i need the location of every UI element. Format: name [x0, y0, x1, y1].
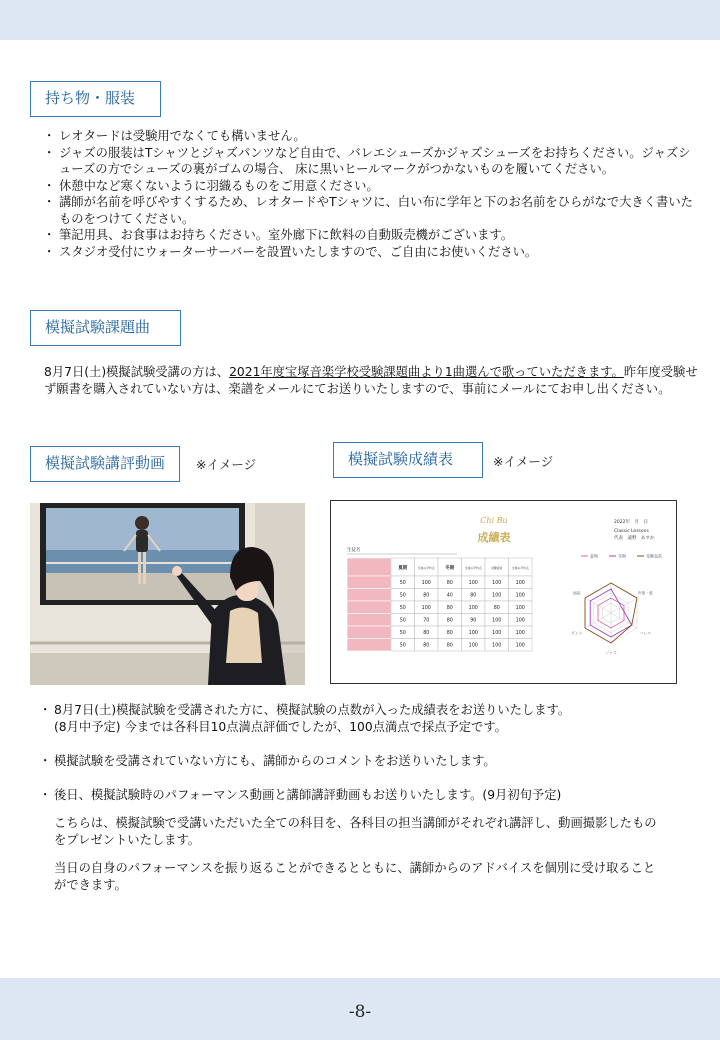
song-heading: 模擬試験課題曲 — [30, 310, 181, 346]
song-text-lead: 8月7日(土)模擬試験受講の方は、 — [44, 365, 230, 379]
report-logo: Chi Bu — [480, 516, 508, 525]
radar-axis-label: ジャズ — [605, 650, 617, 656]
radar-axis-label: ダンス — [571, 630, 583, 636]
table-cell-value: 80 — [423, 593, 430, 599]
list-item: ・ ジャズの服装はTシャツとジャズパンツなど自由で、バレエシューズかジャズシューズをお持ちください。ジャズシューズの方でシューズの裏がゴムの場合、 床に黒いヒールマークがつかないものを履いてください。 — [46, 145, 696, 178]
report-legend — [581, 553, 662, 559]
table-cell-value: 80 — [493, 606, 500, 612]
table-cell-value: 100 — [492, 593, 502, 599]
table-cell-value: 100 — [515, 643, 525, 649]
table-cell-value: 90 — [470, 618, 477, 624]
belongings-heading: 持ち物・服装 — [30, 81, 161, 117]
song-text — [44, 364, 704, 398]
table-cell-value: 50 — [399, 618, 406, 624]
table-row-label-cell — [347, 601, 391, 614]
lecture-photo-illustration — [30, 503, 305, 685]
table-column-header: 夏期 — [398, 566, 408, 571]
table-cell-value: 80 — [423, 631, 430, 637]
video-heading: 模擬試験講評動画 — [30, 446, 180, 482]
score-info-paragraph-1: こちらは、模擬試験で受講いただいた全ての科目を、各科目の担当講師がそれぞれ講評し、動画撮影したものをプレゼントいたします。 — [54, 816, 657, 847]
table-cell-value: 50 — [399, 643, 406, 649]
lecture-video-image — [30, 503, 305, 685]
report-director: 代表 遠野 あすか — [614, 536, 655, 541]
report-school: Classic Lessons — [614, 529, 649, 534]
video-image-note: ※イメージ — [196, 457, 257, 472]
table-row-label-cell — [347, 589, 391, 602]
table-cell-value: 100 — [492, 581, 502, 587]
table-cell-value: 100 — [492, 618, 502, 624]
list-item: ・ スタジオ受付にウォーターサーバーを設置いたしますので、ご自由にお使いください。 — [46, 244, 696, 261]
report-table — [347, 558, 532, 651]
table-cell-value: 80 — [446, 581, 453, 587]
legend-label: 受験直前 — [646, 553, 662, 559]
song-text-underlined: 2021年度宝塚音楽学校受験課題曲より1曲選んで歌っていただきます。 — [229, 365, 624, 379]
table-header-cell — [347, 558, 391, 576]
table-column-header: 全体の平均点 — [511, 566, 529, 570]
table-row-label-cell — [347, 614, 391, 627]
table-cell-value: 100 — [421, 606, 431, 612]
top-band — [0, 0, 720, 40]
table-cell-value: 100 — [492, 643, 502, 649]
report-radar-chart — [571, 583, 653, 655]
report-date: 2022年 月 日 — [614, 520, 648, 525]
table-cell-value: 70 — [423, 618, 430, 624]
score-info-text — [44, 702, 704, 894]
score-info-bullet-1-cont: (8月中予定) 今までは各科目10点満点評価でしたが、100点満点で採点予定です。 — [54, 720, 507, 734]
table-column-header: 冬期 — [445, 566, 455, 571]
table-row-label-cell — [347, 576, 391, 589]
table-cell-value: 50 — [399, 581, 406, 587]
radar-axis-label: 声楽・歌 — [637, 590, 653, 596]
legend-label: 冬期 — [618, 553, 626, 559]
score-report-illustration — [331, 501, 677, 684]
belongings-list — [46, 128, 696, 260]
report-student-label: 生徒名 — [347, 548, 361, 553]
table-cell-value: 50 — [399, 593, 406, 599]
list-item: ・ 休憩中など寒くないように羽織るものをご用意ください。 — [46, 178, 696, 195]
score-info-bullet-3: ・ 後日、模擬試験時のパフォーマンス動画と講師講評動画もお送りいたします。(9月初旬予定) — [44, 787, 704, 804]
table-cell-value: 100 — [515, 606, 525, 612]
radar-axis-label: 面接 — [572, 590, 581, 596]
table-cell-value: 80 — [470, 593, 477, 599]
report-title: 成績表 — [477, 531, 511, 544]
table-cell-value: 100 — [468, 643, 478, 649]
table-cell-value: 100 — [515, 581, 525, 587]
song-text-rest: 昨年度受験せず願書を購入されていない方は、楽譜をメールにてお送りいたしますので、事前にメールにてお申し出ください。 — [44, 365, 698, 396]
table-cell-value: 50 — [399, 631, 406, 637]
table-cell-value: 80 — [446, 606, 453, 612]
table-cell-value: 40 — [446, 593, 453, 599]
score-report-image — [330, 500, 677, 684]
table-cell-value: 100 — [468, 581, 478, 587]
scores-image-note: ※イメージ — [493, 454, 554, 469]
table-column-header: 全体の平均点 — [417, 566, 435, 570]
list-item: ・ レオタードは受験用でなくても構いません。 — [46, 128, 696, 145]
table-cell-value: 100 — [515, 631, 525, 637]
table-cell-value: 100 — [492, 631, 502, 637]
legend-label: 夏期 — [590, 553, 598, 559]
score-info-bullet-1: ・ 8月7日(土)模擬試験を受講された方に、模擬試験の点数が入った成績表をお送りいたします。 — [44, 702, 704, 719]
table-row-label-cell — [347, 626, 391, 639]
table-cell-value: 80 — [446, 631, 453, 637]
table-column-header: 全体の平均点 — [464, 566, 482, 570]
table-column-header: 受験直前 — [491, 566, 503, 570]
page-number: -8- — [348, 1002, 372, 1022]
table-row-label-cell — [347, 639, 391, 652]
list-item: ・ 筆記用具、お食事はお持ちください。室外廊下に飲料の自動販売機がございます。 — [46, 227, 696, 244]
scores-heading: 模擬試験成績表 — [333, 442, 483, 478]
table-cell-value: 80 — [446, 618, 453, 624]
score-info-bullet-2: ・ 模擬試験を受講されていない方にも、講師からのコメントをお送りいたします。 — [44, 753, 704, 770]
radar-axis-label: バレエ — [639, 630, 651, 636]
table-cell-value: 100 — [468, 606, 478, 612]
table-cell-value: 80 — [423, 643, 430, 649]
table-cell-value: 100 — [468, 631, 478, 637]
list-item: ・ 講師が名前を呼びやすくするため、レオタードやTシャツに、白い布に学年と下のお名前をひらがなで大きく書いたものをつけてください。 — [46, 194, 696, 227]
table-cell-value: 100 — [421, 581, 431, 587]
table-cell-value: 100 — [515, 593, 525, 599]
score-info-paragraph-2: 当日の自身のパフォーマンスを振り返ることができるとともに、講師からのアドバイスを個別に受け取ることができます。 — [54, 861, 656, 892]
table-cell-value: 100 — [515, 618, 525, 624]
table-cell-value: 80 — [446, 643, 453, 649]
table-cell-value: 50 — [399, 606, 406, 612]
